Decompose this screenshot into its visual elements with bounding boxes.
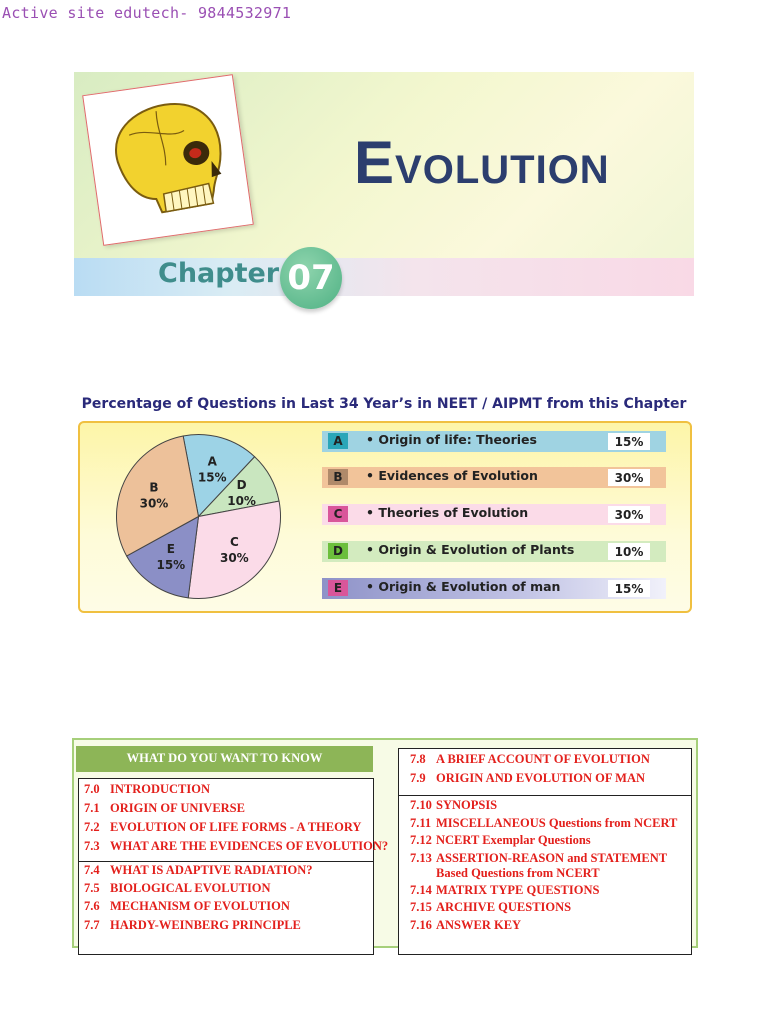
contents-right-divider — [398, 795, 692, 796]
contents-item-number: 7.12 — [410, 833, 432, 847]
contents-item-label: INTRODUCTION — [110, 782, 211, 796]
contents-item-label: MISCELLANEOUS Questions from NCERT — [436, 816, 678, 830]
contents-item[interactable] — [410, 851, 667, 866]
contents-item-number: 7.2 — [84, 820, 100, 834]
legend-letter: A — [328, 433, 348, 449]
pie-slice-c — [188, 501, 280, 598]
contents-item-label: ASSERTION-REASON and STATEMENT — [436, 851, 668, 865]
contents-item[interactable] — [410, 816, 677, 831]
contents-item-label: ANSWER KEY — [436, 918, 522, 932]
legend-letter: E — [328, 580, 348, 596]
contents-item-number: 7.4 — [84, 863, 100, 877]
contents-item-number: 7.13 — [410, 851, 432, 865]
contents-item[interactable] — [410, 798, 497, 813]
chapter-title: EVOLUTION — [354, 129, 610, 196]
legend-label: • Origin & Evolution of man — [366, 579, 561, 594]
skull-illustration — [83, 75, 252, 244]
pie-slice-letter: C — [229, 535, 239, 550]
contents-item-label: ORIGIN OF UNIVERSE — [110, 801, 245, 815]
legend-letter: B — [328, 469, 348, 485]
chapter-label: Chapter — [158, 258, 280, 289]
pie-slice-letter: A — [207, 454, 217, 469]
pie-slice-value: 30% — [219, 551, 249, 566]
contents-item-label: BIOLOGICAL EVOLUTION — [110, 881, 271, 895]
legend-row-c — [322, 504, 666, 525]
skull-image-card — [82, 74, 254, 246]
pie-chart — [111, 429, 286, 604]
contents-item[interactable] — [84, 863, 312, 878]
contents-item[interactable] — [84, 839, 388, 854]
contents-item[interactable] — [84, 918, 301, 933]
contents-item-number: 7.15 — [410, 900, 432, 914]
contents-item[interactable] — [84, 820, 361, 835]
contents-item-number: 7.16 — [410, 918, 432, 932]
contents-item-label: MECHANISM OF EVOLUTION — [110, 899, 290, 913]
legend-value: 15% — [608, 433, 650, 450]
pie-slice-value: 10% — [227, 493, 256, 508]
contents-item[interactable] — [410, 771, 645, 786]
contents-item[interactable] — [84, 801, 245, 816]
contents-item[interactable] — [410, 752, 650, 767]
contents-left-divider — [78, 861, 374, 862]
contents-item-number: 7.6 — [84, 899, 100, 913]
legend-value: 15% — [608, 580, 650, 597]
watermark-text: Active site edutech- 9844532971 — [2, 4, 292, 22]
contents-item-label: NCERT Exemplar Questions — [436, 833, 591, 847]
contents-item-label: WHAT ARE THE EVIDENCES OF EVOLUTION? — [110, 839, 389, 853]
contents-item-number: 7.1 — [84, 801, 100, 815]
contents-item-label: SYNOPSIS — [436, 798, 498, 812]
legend-row-e — [322, 578, 666, 599]
contents-item-label: EVOLUTION OF LIFE FORMS - A THEORY — [110, 820, 362, 834]
legend-label: • Evidences of Evolution — [366, 468, 538, 483]
legend-value: 10% — [608, 543, 650, 560]
contents-item-number: 7.0 — [84, 782, 100, 796]
contents-header: WHAT DO YOU WANT TO KNOW — [76, 746, 373, 772]
contents-item[interactable] — [84, 881, 271, 896]
legend-row-b — [322, 467, 666, 488]
contents-item-number: 7.10 — [410, 798, 432, 812]
contents-item-number: 7.14 — [410, 883, 432, 897]
legend-label: • Origin of life: Theories — [366, 432, 537, 447]
pie-slice-letter: D — [236, 477, 247, 492]
contents-item-number: 7.7 — [84, 918, 100, 932]
contents-item-label: WHAT IS ADAPTIVE RADIATION? — [110, 863, 313, 877]
legend-letter: C — [328, 506, 348, 522]
contents-item[interactable] — [84, 782, 210, 797]
contents-item-number: 7.5 — [84, 881, 100, 895]
contents-item[interactable] — [410, 833, 591, 848]
contents-item-number: 7.9 — [410, 771, 426, 785]
contents-item-label: ORIGIN AND EVOLUTION OF MAN — [436, 771, 646, 785]
legend-letter: D — [328, 543, 348, 559]
contents-item-label: A BRIEF ACCOUNT OF EVOLUTION — [436, 752, 650, 766]
contents-item[interactable] — [410, 866, 600, 881]
pie-slice-letter: E — [166, 542, 175, 557]
contents-item-number: 7.3 — [84, 839, 100, 853]
contents-item-number: 7.11 — [410, 816, 432, 830]
pie-slice-value: 15% — [156, 558, 186, 573]
contents-item-number: 7.8 — [410, 752, 426, 766]
legend-label: • Theories of Evolution — [366, 505, 529, 520]
pie-slice-letter: B — [149, 480, 159, 495]
contents-item-label: Based Questions from NCERT — [436, 866, 600, 880]
contents-item[interactable] — [410, 883, 599, 898]
contents-item[interactable] — [84, 899, 290, 914]
pie-slice-value: 30% — [139, 496, 169, 511]
contents-item-label: ARCHIVE QUESTIONS — [436, 900, 572, 914]
legend-value: 30% — [608, 469, 650, 486]
contents-item[interactable] — [410, 900, 571, 915]
contents-item-label: HARDY-WEINBERG PRINCIPLE — [110, 918, 301, 932]
chapter-number-badge: 07 — [280, 247, 342, 309]
legend-row-d — [322, 541, 666, 562]
pie-slice-value: 15% — [197, 470, 227, 485]
chart-title: Percentage of Questions in Last 34 Year’s in NEET / AIPMT from this Chapter — [81, 396, 687, 412]
contents-item-label: MATRIX TYPE QUESTIONS — [436, 883, 600, 897]
legend-label: • Origin & Evolution of Plants — [366, 542, 575, 557]
legend-row-a — [322, 431, 666, 452]
contents-item[interactable] — [410, 918, 521, 933]
legend-value: 30% — [608, 506, 650, 523]
